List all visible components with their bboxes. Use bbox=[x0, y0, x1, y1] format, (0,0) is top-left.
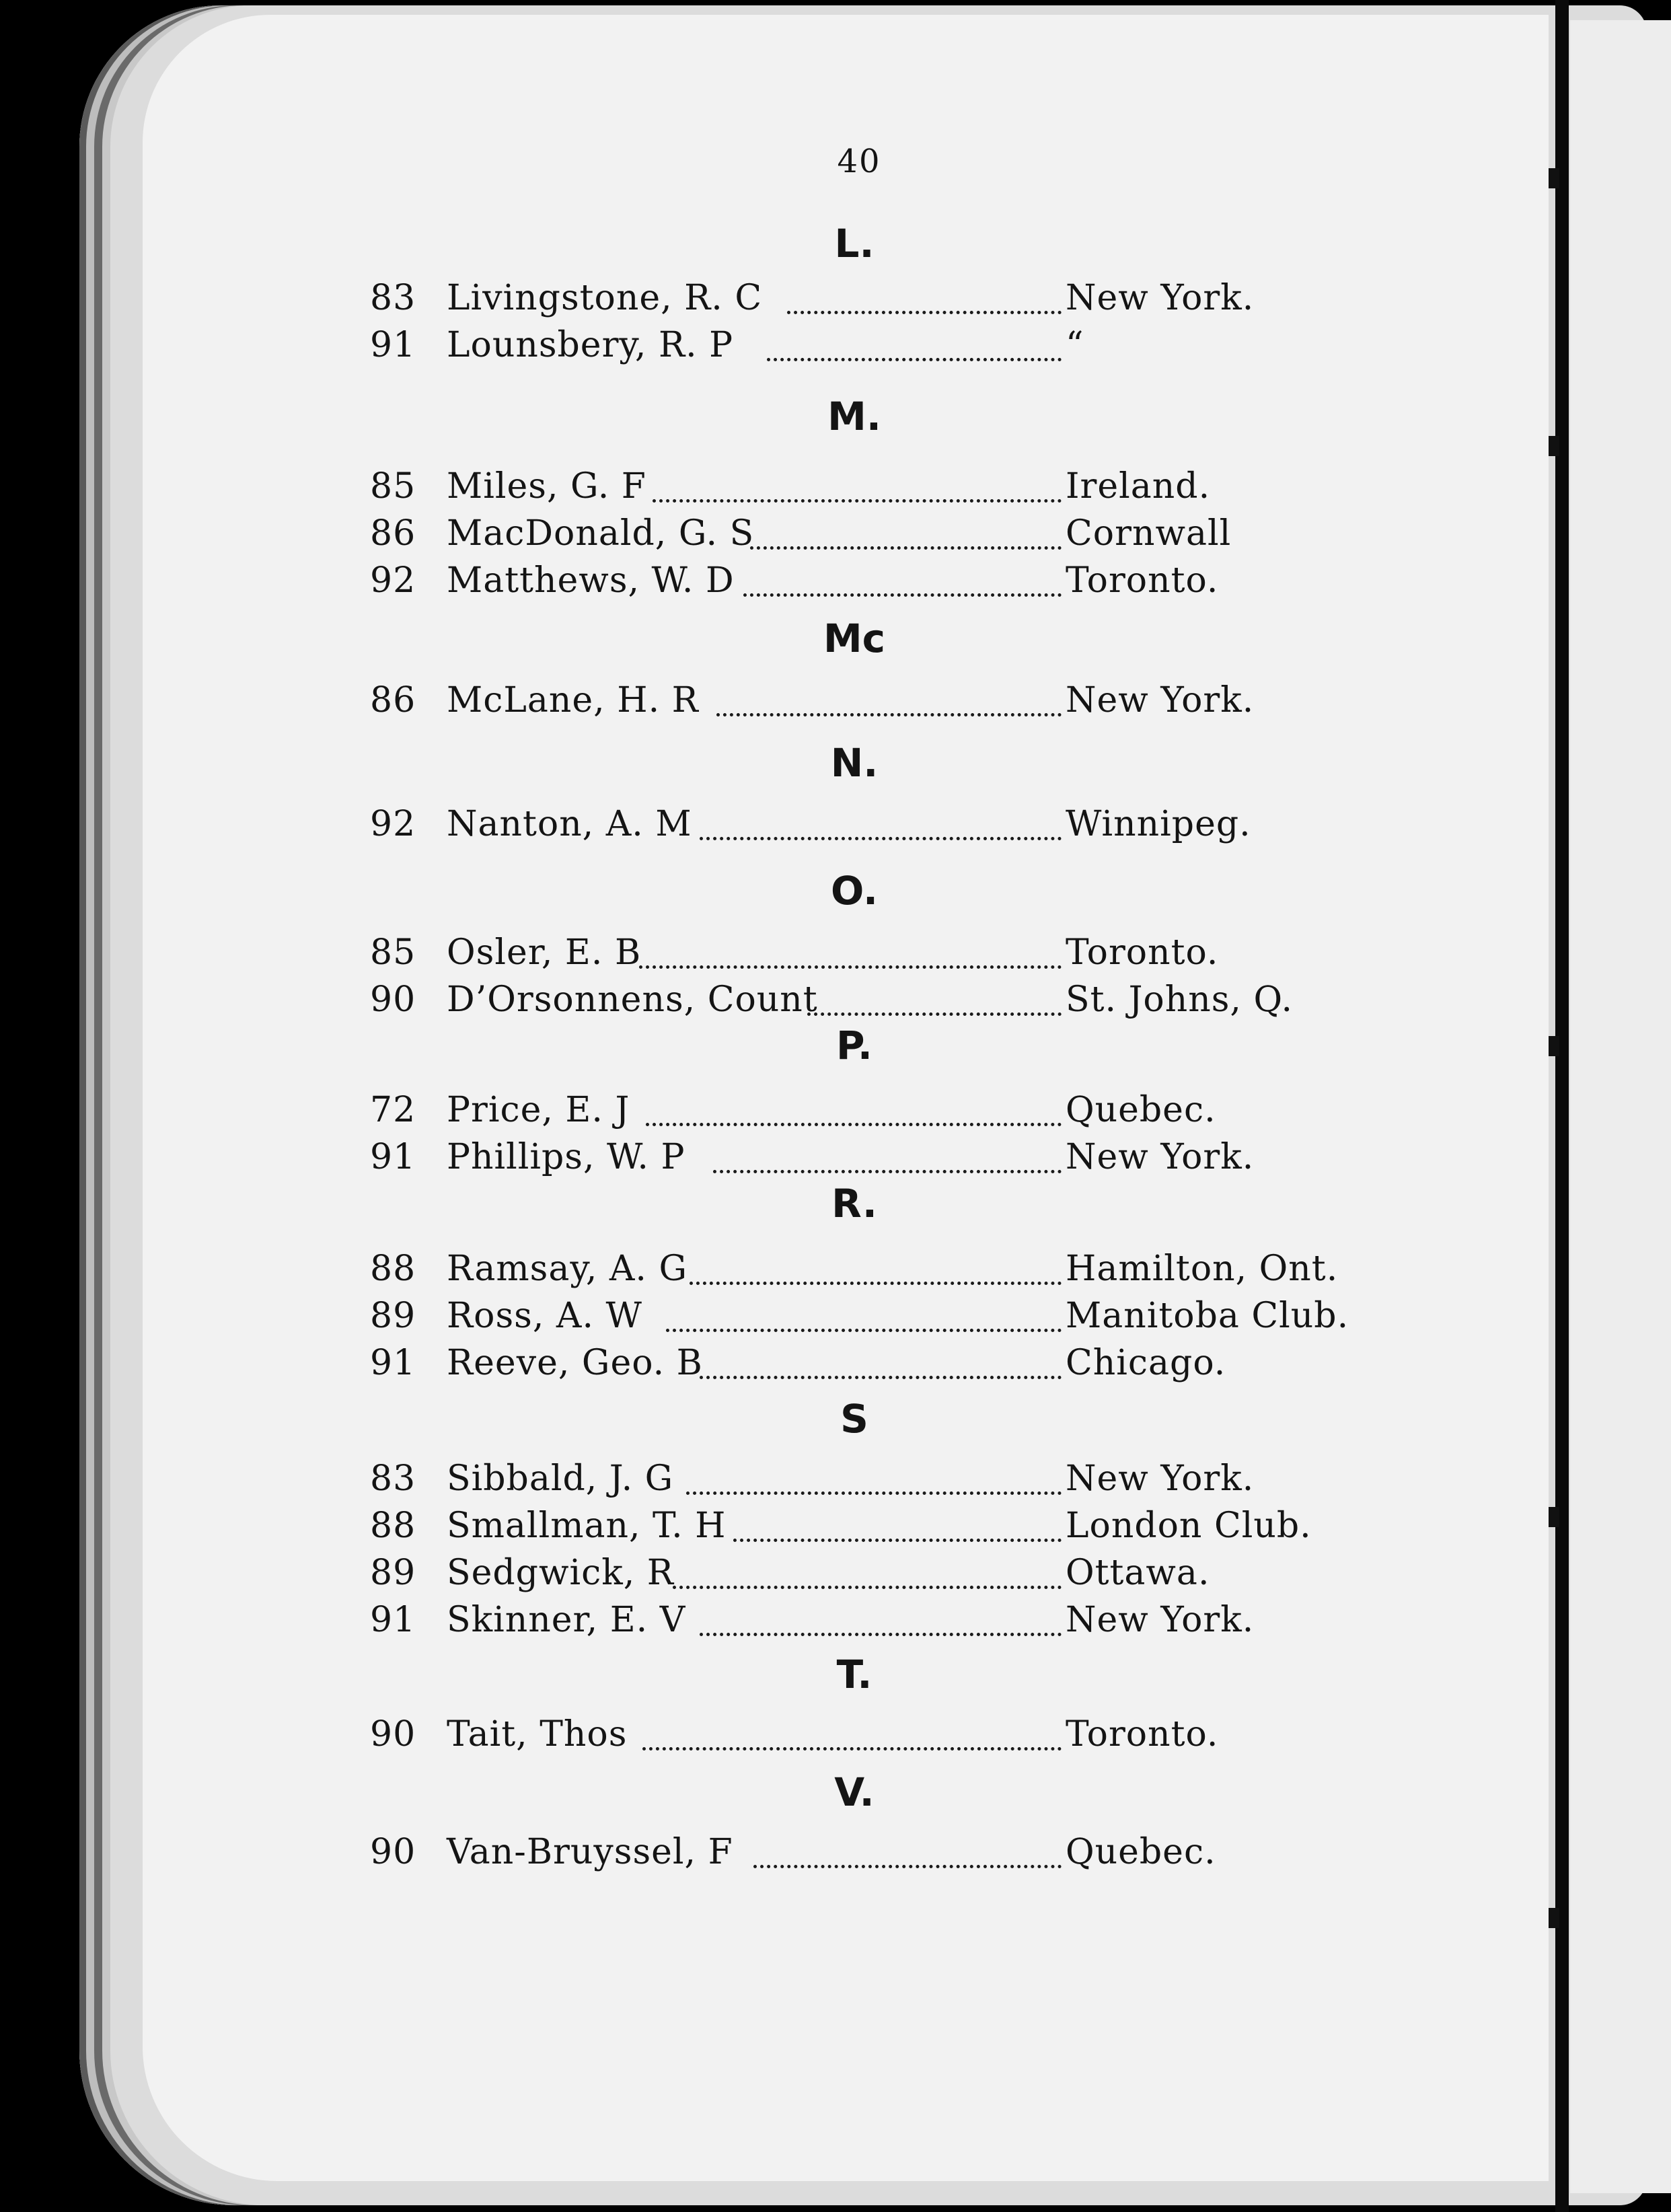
page-number: 40 bbox=[837, 143, 881, 180]
directory-entry bbox=[143, 930, 1549, 975]
directory-entry bbox=[143, 1135, 1549, 1179]
directory-page bbox=[143, 15, 1549, 2181]
entry-name: D’Orsonnens, Count bbox=[447, 980, 818, 1020]
dot-leader bbox=[767, 351, 1062, 361]
entry-place: New York. bbox=[1066, 680, 1255, 721]
entry-year: 88 bbox=[370, 1249, 416, 1289]
entry-place: New York. bbox=[1066, 1600, 1255, 1640]
dot-leader bbox=[733, 1532, 1062, 1542]
entry-place: St. Johns, Q. bbox=[1066, 980, 1294, 1020]
entry-year: 83 bbox=[370, 278, 416, 318]
entry-name: MacDonald, G. S bbox=[447, 513, 755, 554]
entry-name: Sedgwick, R bbox=[447, 1553, 674, 1593]
section-letter-heading: M. bbox=[827, 394, 881, 439]
directory-entry bbox=[143, 511, 1549, 556]
entry-year: 86 bbox=[370, 513, 416, 554]
facing-page-edge bbox=[1570, 20, 1671, 2193]
entry-name: Skinner, E. V bbox=[447, 1600, 686, 1640]
entry-name: Ramsay, A. G bbox=[447, 1249, 688, 1289]
entry-name: Reeve, Geo. B bbox=[447, 1343, 703, 1383]
entry-year: 91 bbox=[370, 1137, 416, 1177]
entry-name: Osler, E. B bbox=[447, 932, 642, 973]
entry-place: Ireland. bbox=[1066, 466, 1211, 507]
directory-entry bbox=[143, 558, 1549, 603]
directory-entry bbox=[143, 1551, 1549, 1595]
section-letter-heading: V. bbox=[834, 1769, 875, 1815]
entry-name: Van-Bruyssel, F bbox=[447, 1832, 733, 1872]
section-letter-heading: S bbox=[840, 1396, 868, 1442]
section-letter-heading: O. bbox=[830, 868, 879, 914]
section-letter-heading: T. bbox=[836, 1652, 872, 1697]
entry-place: Quebec. bbox=[1066, 1090, 1216, 1130]
dot-leader bbox=[787, 304, 1062, 314]
entry-year: 85 bbox=[370, 466, 416, 507]
dot-leader bbox=[743, 587, 1062, 597]
dot-leader bbox=[713, 1163, 1062, 1173]
entry-year: 91 bbox=[370, 1600, 416, 1640]
dot-leader bbox=[753, 1858, 1062, 1868]
entry-place: Hamilton, Ont. bbox=[1066, 1249, 1339, 1289]
directory-entry bbox=[143, 1598, 1549, 1642]
entry-name: Livingstone, R. C bbox=[447, 278, 763, 318]
entry-year: 89 bbox=[370, 1296, 416, 1336]
entry-name: Ross, A. W bbox=[447, 1296, 642, 1336]
directory-entry bbox=[143, 1341, 1549, 1385]
section-letter-heading: Mc bbox=[823, 616, 886, 661]
directory-content bbox=[143, 15, 1549, 2181]
dot-leader bbox=[690, 1275, 1062, 1285]
dot-leader bbox=[666, 1322, 1062, 1332]
dot-leader bbox=[639, 959, 1062, 969]
entry-place: Manitoba Club. bbox=[1066, 1296, 1349, 1336]
entry-place: New York. bbox=[1066, 278, 1255, 318]
entry-year: 72 bbox=[370, 1090, 416, 1130]
section-letter-heading: N. bbox=[830, 740, 879, 786]
entry-place: Toronto. bbox=[1066, 932, 1219, 973]
directory-entry bbox=[143, 323, 1549, 367]
dot-leader bbox=[700, 1369, 1062, 1379]
dot-leader bbox=[653, 492, 1062, 503]
entry-year: 90 bbox=[370, 1714, 416, 1755]
entry-name: Smallman, T. H bbox=[447, 1506, 727, 1546]
entry-place: New York. bbox=[1066, 1459, 1255, 1499]
directory-entry bbox=[143, 1457, 1549, 1501]
entry-place: Toronto. bbox=[1066, 1714, 1219, 1755]
entry-name: Tait, Thos bbox=[447, 1714, 628, 1755]
entry-year: 90 bbox=[370, 1832, 416, 1872]
dot-leader bbox=[686, 1485, 1062, 1495]
entry-name: Sibbald, J. G bbox=[447, 1459, 674, 1499]
entry-year: 92 bbox=[370, 560, 416, 601]
entry-name: Matthews, W. D bbox=[447, 560, 735, 601]
entry-year: 91 bbox=[370, 1343, 416, 1383]
entry-year: 89 bbox=[370, 1553, 416, 1593]
entry-place: Winnipeg. bbox=[1066, 804, 1251, 844]
directory-entry bbox=[143, 1830, 1549, 1874]
entry-place: London Club. bbox=[1066, 1506, 1312, 1546]
entry-year: 92 bbox=[370, 804, 416, 844]
directory-entry bbox=[143, 1294, 1549, 1338]
dot-leader bbox=[642, 1740, 1062, 1750]
section-letter-heading: P. bbox=[836, 1023, 872, 1068]
entry-place: Chicago. bbox=[1066, 1343, 1226, 1383]
dot-leader bbox=[700, 1626, 1062, 1636]
entry-year: 85 bbox=[370, 932, 416, 973]
entry-place: Cornwall bbox=[1066, 513, 1232, 554]
entry-place: Quebec. bbox=[1066, 1832, 1216, 1872]
directory-entry bbox=[143, 1088, 1549, 1132]
directory-entry bbox=[143, 678, 1549, 723]
entry-year: 90 bbox=[370, 980, 416, 1020]
section-letter-heading: L. bbox=[834, 221, 875, 266]
entry-name: Phillips, W. P bbox=[447, 1137, 685, 1177]
entry-place: New York. bbox=[1066, 1137, 1255, 1177]
directory-entry bbox=[143, 978, 1549, 1022]
entry-year: 86 bbox=[370, 680, 416, 721]
directory-entry bbox=[143, 276, 1549, 320]
entry-name: Miles, G. F bbox=[447, 466, 646, 507]
entry-place: Ottawa. bbox=[1066, 1553, 1210, 1593]
dot-leader bbox=[673, 1579, 1062, 1589]
directory-entry bbox=[143, 802, 1549, 846]
dot-leader bbox=[807, 1006, 1062, 1016]
book-gutter bbox=[1555, 0, 1569, 2212]
dot-leader bbox=[716, 706, 1062, 716]
directory-entry bbox=[143, 1712, 1549, 1757]
directory-entry bbox=[143, 1247, 1549, 1291]
entry-name: Nanton, A. M bbox=[447, 804, 692, 844]
entry-year: 91 bbox=[370, 325, 416, 365]
directory-entry bbox=[143, 1504, 1549, 1548]
entry-name: McLane, H. R bbox=[447, 680, 699, 721]
section-letter-heading: R. bbox=[831, 1181, 877, 1226]
entry-name: Lounsbery, R. P bbox=[447, 325, 734, 365]
entry-year: 83 bbox=[370, 1459, 416, 1499]
dot-leader bbox=[646, 1116, 1062, 1126]
dot-leader bbox=[700, 830, 1062, 840]
entry-year: 88 bbox=[370, 1506, 416, 1546]
entry-place: “ bbox=[1066, 325, 1084, 365]
entry-name: Price, E. J bbox=[447, 1090, 630, 1130]
entry-place: Toronto. bbox=[1066, 560, 1219, 601]
dot-leader bbox=[750, 540, 1062, 550]
directory-entry bbox=[143, 464, 1549, 509]
